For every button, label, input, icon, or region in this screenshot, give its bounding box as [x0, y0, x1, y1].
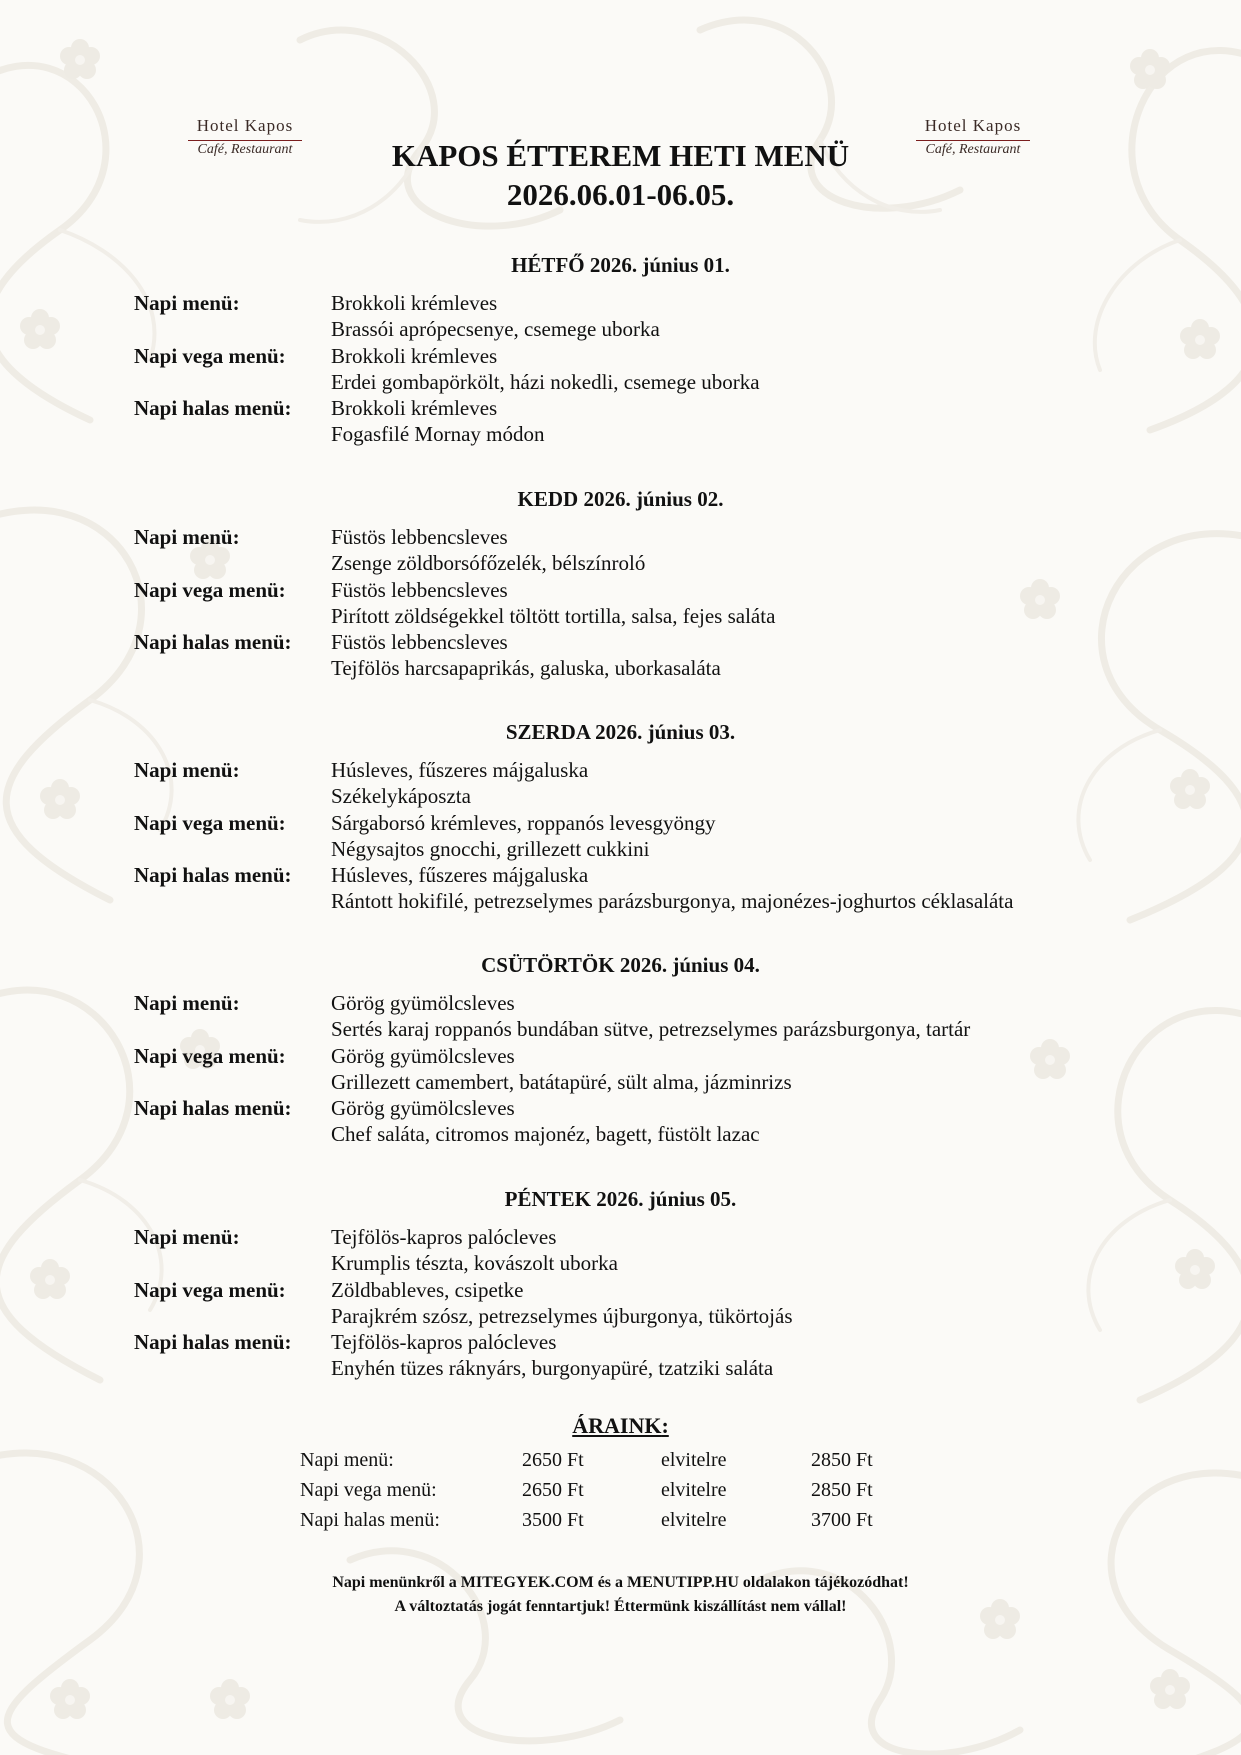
day-section: [0, 952, 1241, 1147]
footer-info: Napi menünkről a MITEGYEK.COM és a MENUTIPP.HU oldalakon tájékozódhat!: [332, 1574, 909, 1591]
main-item: Chef saláta, citromos majonéz, bagett, füstölt lazac: [331, 1122, 760, 1147]
main-item: Pirított zöldségekkel töltött tortilla, salsa, fejes saláta: [331, 603, 776, 628]
menu-row: [134, 395, 1134, 421]
menu-row: [134, 1224, 1134, 1250]
menu-row: [134, 629, 1134, 655]
soup-item: Görög gyümölcsleves: [331, 1096, 515, 1121]
takeaway-label: elvitelre: [661, 1449, 727, 1471]
soup-item: Görög gyümölcsleves: [331, 991, 515, 1015]
menu-row: [134, 577, 1134, 603]
menu-row: [134, 290, 1134, 316]
main-item: Grillezett camembert, batátapüré, sült alma, jázminrizs: [331, 1069, 792, 1094]
price-menu-name: Napi halas menü:: [300, 1509, 440, 1531]
soup-item: Sárgaborsó krémleves, roppanós levesgyöngy: [331, 810, 716, 835]
day-title: PÉNTEK 2026. június 05.: [504, 1187, 737, 1211]
soup-item: Brokkoli krémleves: [331, 396, 498, 421]
menu-label: Napi vega menü:: [134, 1277, 286, 1302]
soup-item: Füstös lebbencsleves: [331, 577, 508, 602]
logo-tagline: Café, Restaurant: [197, 142, 293, 157]
prices-title-colon: :: [661, 1413, 669, 1438]
main-item: Krumplis tészta, kovászolt uborka: [331, 1251, 618, 1276]
soup-item: Húsleves, fűszeres májgaluska: [331, 758, 589, 782]
prices-title-text: ÁRAINK: [572, 1413, 662, 1438]
menu-row: [134, 524, 1134, 550]
menu-label: Napi menü:: [134, 991, 240, 1015]
soup-item: Füstös lebbencsleves: [331, 630, 508, 655]
main-item: Parajkrém szósz, petrezselymes újburgonya, tükörtojás: [331, 1303, 793, 1328]
menu-row: [134, 1016, 1134, 1042]
menu-label: Napi vega menü:: [134, 810, 286, 835]
menu-row: [134, 369, 1134, 395]
menu-label: Napi halas menü:: [134, 1096, 292, 1121]
soup-item: Zöldbableves, csipetke: [331, 1277, 524, 1302]
menu-label: Napi halas menü:: [134, 396, 292, 421]
menu-row: [134, 810, 1134, 836]
soup-item: Tejfölös-kapros palócleves: [331, 1225, 557, 1249]
menu-label: Napi vega menü:: [134, 577, 286, 602]
main-item: Enyhén tüzes ráknyárs, burgonyapüré, tzatziki saláta: [331, 1356, 774, 1381]
main-item: Fogasfilé Mornay módon: [331, 422, 545, 447]
menu-row: [134, 1121, 1134, 1147]
price-row: [0, 1445, 1241, 1475]
soup-item: Brokkoli krémleves: [331, 291, 498, 315]
main-item: Zsenge zöldborsófőzelék, bélszínroló: [331, 551, 646, 576]
menu-row: [134, 862, 1134, 888]
main-item: Rántott hokifilé, petrezselymes parázsburgonya, majonézes-joghurtos céklasaláta: [331, 889, 1014, 914]
footer-disclaimer: A változtatás jogát fenntartjuk! Éttermünk kiszállítást nem vállal!: [394, 1598, 847, 1615]
menu-label: Napi halas menü:: [134, 630, 292, 655]
menu-row: [134, 550, 1134, 576]
menu-label: Napi vega menü:: [134, 1043, 286, 1068]
main-item: Sertés karaj roppanós bundában sütve, petrezselymes parázsburgonya, tartár: [331, 1017, 971, 1042]
menu-label: Napi halas menü:: [134, 863, 292, 888]
takeaway-price: 3700 Ft: [811, 1509, 873, 1531]
main-item: Tejfölös harcsapaprikás, galuska, uborkasaláta: [331, 656, 721, 681]
menu-row: [134, 783, 1134, 809]
day-title: SZERDA 2026. június 03.: [505, 720, 736, 744]
menu-row: [134, 343, 1134, 369]
soup-item: Húsleves, fűszeres májgaluska: [331, 863, 589, 888]
menu-row: [134, 316, 1134, 342]
logo-name: Hotel Kapos: [196, 116, 294, 135]
takeaway-label: elvitelre: [661, 1509, 727, 1531]
price-row: [0, 1505, 1241, 1535]
menu-row: [134, 1355, 1134, 1381]
menu-label: Napi menü:: [134, 525, 240, 549]
menu-row: [134, 1043, 1134, 1069]
price-menu-name: Napi vega menü:: [300, 1479, 437, 1501]
soup-item: Brokkoli krémleves: [331, 343, 498, 368]
menu-row: [134, 655, 1134, 681]
prices-title: [0, 1413, 1241, 1439]
menu-row: [134, 1303, 1134, 1329]
takeaway-price: 2850 Ft: [811, 1449, 873, 1471]
menu-row: [134, 990, 1134, 1016]
menu-label: Napi halas menü:: [134, 1330, 292, 1355]
menu-row: [134, 888, 1134, 914]
takeaway-label: elvitelre: [661, 1479, 727, 1501]
price-value: 2650 Ft: [522, 1449, 584, 1471]
menu-label: Napi vega menü:: [134, 343, 286, 368]
menu-row: [134, 1277, 1134, 1303]
price-value: 2650 Ft: [522, 1479, 584, 1501]
soup-item: Tejfölös-kapros palócleves: [331, 1330, 557, 1355]
menu-row: [134, 1250, 1134, 1276]
logo-tagline: Café, Restaurant: [925, 142, 1021, 157]
date-range: 2026.06.01-06.05.: [506, 177, 735, 212]
page-title: KAPOS ÉTTEREM HETI MENÜ: [391, 138, 850, 173]
day-section: [0, 486, 1241, 681]
main-item: Erdei gombapörkölt, házi nokedli, csemege uborka: [331, 369, 760, 394]
menu-label: Napi menü:: [134, 1225, 240, 1249]
menu-label: Napi menü:: [134, 291, 240, 315]
day-title: HÉTFŐ 2026. június 01.: [511, 253, 730, 277]
price-menu-name: Napi menü:: [300, 1449, 394, 1471]
menu-row: [134, 1069, 1134, 1095]
price-row: [0, 1475, 1241, 1505]
price-value: 3500 Ft: [522, 1509, 584, 1531]
takeaway-price: 2850 Ft: [811, 1479, 873, 1501]
day-title: KEDD 2026. június 02.: [517, 487, 724, 511]
main-item: Székelykáposzta: [331, 784, 471, 809]
menu-label: Napi menü:: [134, 758, 240, 782]
main-item: Négysajtos gnocchi, grillezett cukkini: [331, 836, 650, 861]
day-title: CSÜTÖRTÖK 2026. június 04.: [481, 953, 760, 977]
soup-item: Füstös lebbencsleves: [331, 525, 508, 549]
menu-row: [134, 421, 1134, 447]
main-item: Brassói aprópecsenye, csemege uborka: [331, 317, 660, 342]
menu-row: [134, 1329, 1134, 1355]
menu-row: [134, 757, 1134, 783]
menu-row: [134, 836, 1134, 862]
menu-row: [134, 1095, 1134, 1121]
menu-row: [134, 603, 1134, 629]
logo-name: Hotel Kapos: [924, 116, 1022, 135]
soup-item: Görög gyümölcsleves: [331, 1043, 515, 1068]
day-section: [0, 252, 1241, 447]
day-section: [0, 719, 1241, 914]
day-section: [0, 1186, 1241, 1381]
